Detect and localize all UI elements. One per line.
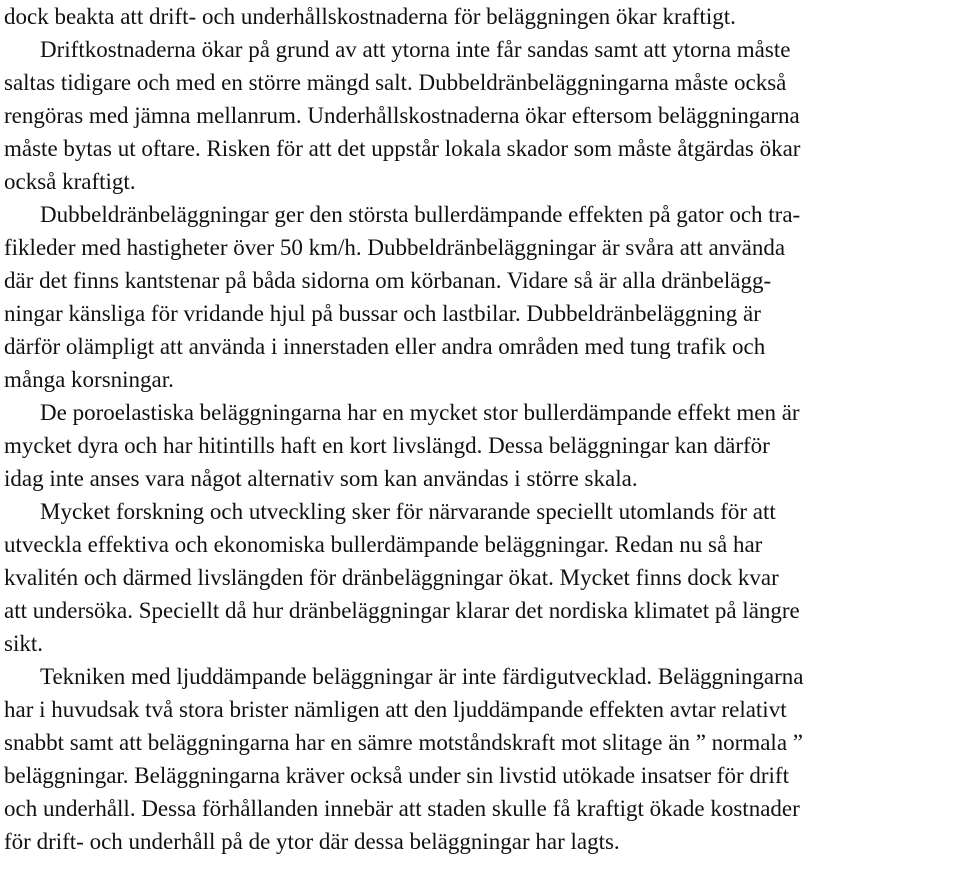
text-line: ningar känsliga för vridande hjul på bussar och lastbilar. Dubbeldränbeläggning är [4, 301, 761, 326]
text-line: mycket dyra och har hitintills haft en kort livslängd. Dessa beläggningar kan därför [4, 433, 770, 458]
text-line: sikt. [4, 631, 43, 656]
text-line: kvalitén och därmed livslängden för dränbeläggningar ökat. Mycket finns dock kvar [4, 565, 779, 590]
text-line: rengöras med jämna mellanrum. Underhållskostnaderna ökar eftersom beläggningarna [4, 103, 800, 128]
text-line: och underhåll. Dessa förhållanden innebär att staden skulle få kraftigt ökade kostnader [4, 796, 800, 821]
text-line: dock beakta att drift- och underhållskostnaderna för beläggningen ökar kraftigt. [4, 4, 736, 29]
text-line: många korsningar. [4, 367, 174, 392]
text-line: De poroelastiska beläggningarna har en mycket stor bullerdämpande effekt men är [40, 400, 800, 425]
text-line: har i huvudsak två stora brister nämligen att den ljuddämpande effekten avtar relativt [4, 697, 787, 722]
text-line: idag inte anses vara något alternativ som kan användas i större skala. [4, 466, 638, 491]
text-line: fikleder med hastigheter över 50 km/h. Dubbeldränbeläggningar är svåra att använda [4, 235, 786, 260]
text-line: Mycket forskning och utveckling sker för närvarande speciellt utomlands för att [40, 499, 776, 524]
text-line: snabbt samt att beläggningarna har en sämre motståndskraft mot slitage än ” normala ” [4, 730, 803, 755]
text-line: därför olämpligt att använda i innerstaden eller andra områden med tung trafik och [4, 334, 766, 359]
text-line: också kraftigt. [4, 169, 136, 194]
text-line: Driftkostnaderna ökar på grund av att ytorna inte får sandas samt att ytorna måste [40, 37, 791, 62]
text-line: Dubbeldränbeläggningar ger den största bullerdämpande effekten på gator och tra- [40, 202, 801, 227]
text-line: saltas tidigare och med en större mängd salt. Dubbeldränbeläggningarna måste också [4, 70, 787, 95]
text-line: Tekniken med ljuddämpande beläggningar är inte färdigutvecklad. Beläggningarna [40, 664, 804, 689]
text-line: beläggningar. Beläggningarna kräver också under sin livstid utökade insatser för drift [4, 763, 789, 788]
text-line: där det finns kantstenar på båda sidorna om körbanan. Vidare så är alla dränbelägg- [4, 268, 772, 293]
text-line: utveckla effektiva och ekonomiska bullerdämpande beläggningar. Redan nu så har [4, 532, 763, 557]
text-line: att undersöka. Speciellt då hur dränbeläggningar klarar det nordiska klimatet på längre [4, 598, 800, 623]
text-line: för drift- och underhåll på de ytor där dessa beläggningar har lagts. [4, 829, 620, 854]
text-line: måste bytas ut oftare. Risken för att det uppstår lokala skador som måste åtgärdas ökar [4, 136, 801, 161]
